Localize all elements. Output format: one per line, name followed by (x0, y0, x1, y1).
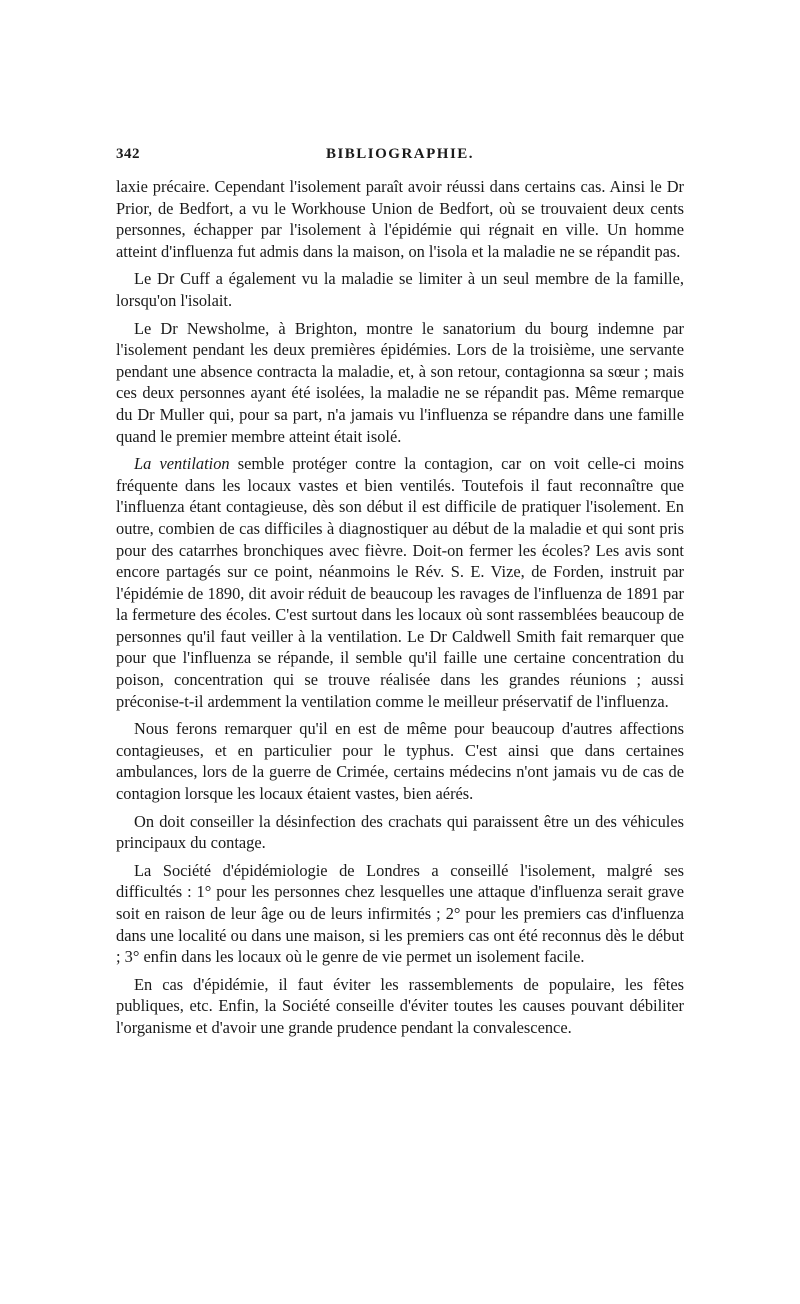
paragraph-lead-italic: La ventilation (134, 454, 230, 474)
paragraph-text: Le Dr Newsholme, à Brighton, montre le sanatorium du bourg indemne par l'isolement pendant les deux premières épidémies. Lors de la troisième, une servante pendant une absence contracta la maladie, et, à son retour, contagionna sa sœur ; mais ces deux personnes ayant été isolées, la maladie ne se répandit pas. Même remarque du Dr Muller qui, pour sa part, n'a jamais vu l'influenza se répandre dans une famille quand le premier membre atteint était isolé. (116, 318, 684, 446)
paragraph-text: On doit conseiller la désinfection des crachats qui paraissent être un des véhicules principaux du contage. (116, 811, 684, 853)
body-text (116, 176, 684, 1039)
paragraph-text: semble protéger contre la contagion, car on voit celle-ci moins fréquente dans les locaux vastes et bien ventilés. Toutefois il faut reconnaître que l'influenza étant contagieuse, dès son début il est difficile de pratiquer l'isolement. En outre, combien de cas difficiles à diagnostiquer au début de la maladie et qui sont pris pour des catarrhes bronchiques avec fièvre. Doit-on fermer les écoles? Les avis sont encore partagés sur ce point, néanmoins le Rév. S. E. Vize, de Forden, instruit par l'épidémie de 1890, dit avoir réduit de beaucoup les ravages de l'influenza de 1891 par la fermeture des écoles. C'est surtout dans les locaux où sont rassemblées beaucoup de personnes qu'il faut veiller à la ventilation. Le Dr Caldwell Smith fait remarquer que pour que l'influenza se répande, il semble qu'il faille une certaine concentration du poison, concentration qui se trouve réalisée dans les grandes réunions ; aussi préconise-t-il ardemment la ventilation comme le meilleur préservatif de l'influenza. (116, 454, 685, 711)
paragraph-5 (116, 718, 684, 804)
paragraph-text: Nous ferons remarquer qu'il en est de même pour beaucoup d'autres affections contagieuses, et en particulier pour le typhus. C'est ainsi que dans certaines ambulances, lors de la guerre de Crimée, certains médecins n'ont jamais vu de cas de contagion lorsque les locaux étaient vastes, bien aérés. (116, 719, 684, 804)
paragraph-3 (116, 318, 684, 448)
paragraph-text: laxie précaire. Cependant l'isolement paraît avoir réussi dans certains cas. Ainsi le Dr Prior, de Bedfort, a vu le Workhouse Union de Bedfort, où se trouvaient deux cents personnes, échapper par l'isolement à l'épidémie qui régnait en ville. Un homme atteint d'influenza fut admis dans la maison, on l'isola et la maladie ne se répandit pas. (116, 177, 684, 261)
paragraph-6 (116, 811, 684, 854)
paragraph-4 (116, 453, 684, 712)
page-header (116, 146, 684, 170)
paragraph-7 (116, 860, 684, 968)
paragraph-8 (116, 974, 684, 1039)
page-number: 342 (116, 146, 140, 162)
paragraph-text: Le Dr Cuff a également vu la maladie se limiter à un seul membre de la famille, lorsqu'on l'isolait. (116, 269, 684, 310)
paragraph-text: La Société d'épidémiologie de Londres a conseillé l'isolement, malgré ses difficultés : 1° pour les personnes chez lesquelles une attaque d'influenza serait grave soit en raison de leur âge ou de leurs infirmités ; 2° pour les premiers cas d'influenza dans une localité ou dans une maison, si les premiers cas ont été reconnus dès le début ; 3° enfin dans les locaux où le genre de vie permet un isolement facile. (116, 860, 684, 967)
running-title: BIBLIOGRAPHIE. (325, 146, 475, 162)
paragraph-1 (116, 176, 684, 262)
paragraph-text: En cas d'épidémie, il faut éviter les rassemblements de populaire, les fêtes publiques, etc. Enfin, la Société conseille d'éviter toutes les causes pouvant débiliter l'organisme et d'avoir une grande prudence pendant la convalescence. (116, 974, 684, 1037)
book-page (116, 146, 684, 1045)
paragraph-2 (116, 268, 684, 311)
